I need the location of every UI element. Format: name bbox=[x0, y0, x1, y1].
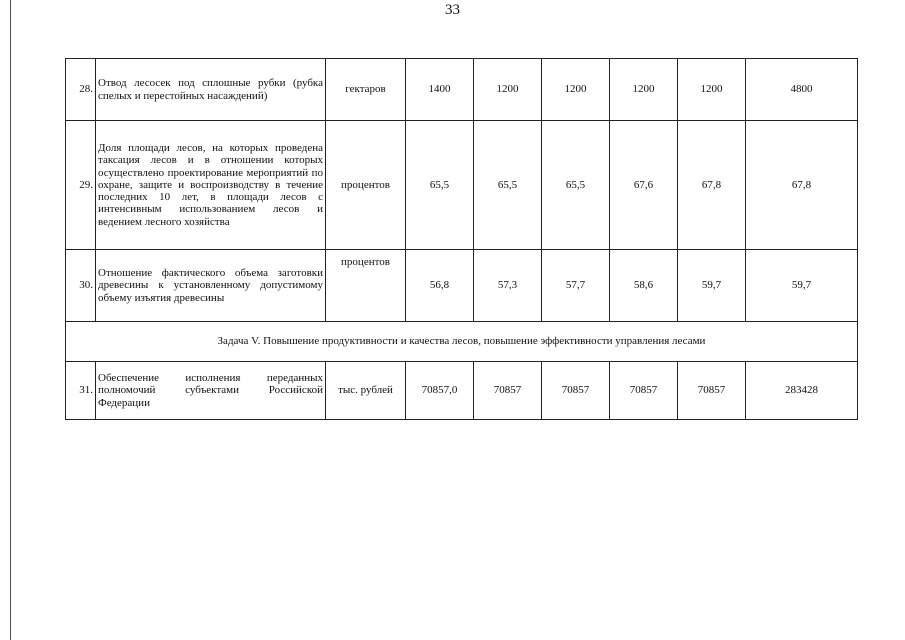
value-cell: 57,3 bbox=[474, 250, 542, 322]
indicator-name: Отвод лесосек под сплошные рубки (рубка спелых и перестойных насаждений) bbox=[96, 59, 326, 121]
value-cell: 58,6 bbox=[610, 250, 678, 322]
total-cell: 67,8 bbox=[746, 121, 858, 250]
table-row bbox=[66, 59, 858, 121]
value-cell: 65,5 bbox=[406, 121, 474, 250]
value-cell: 1200 bbox=[610, 59, 678, 121]
table-row bbox=[66, 121, 858, 250]
margin-rule bbox=[10, 0, 11, 640]
total-cell: 283428 bbox=[746, 362, 858, 420]
page-number: 33 bbox=[445, 2, 460, 18]
value-cell: 1200 bbox=[474, 59, 542, 121]
indicators-table bbox=[65, 58, 858, 420]
value-cell: 1200 bbox=[542, 59, 610, 121]
value-cell: 67,8 bbox=[678, 121, 746, 250]
value-cell: 56,8 bbox=[406, 250, 474, 322]
indicator-name: Доля площади лесов, на которых проведена таксация лесов и в отношении которых осуществлено проектирование мероприятий по охране, защите и воспроизводству в течение последних 10 лет, в площади лесов с интенсивным использованием лесов и ведением лесного хозяйства bbox=[96, 121, 326, 250]
table-row bbox=[66, 362, 858, 420]
indicator-name: Отношение фактического объема заготовки древесины к установленному допустимому объему изъятия древесины bbox=[96, 250, 326, 322]
section-title: Задача V. Повышение продуктивности и качества лесов, повышение эффективности управления лесами bbox=[66, 322, 858, 362]
value-cell: 70857 bbox=[542, 362, 610, 420]
value-cell: 70857 bbox=[678, 362, 746, 420]
unit-cell: процентов bbox=[326, 121, 406, 250]
total-cell: 59,7 bbox=[746, 250, 858, 322]
value-cell: 59,7 bbox=[678, 250, 746, 322]
value-cell: 1400 bbox=[406, 59, 474, 121]
row-number: 28. bbox=[66, 59, 96, 121]
unit-cell: процентов bbox=[326, 250, 406, 322]
total-cell: 4800 bbox=[746, 59, 858, 121]
value-cell: 1200 bbox=[678, 59, 746, 121]
row-number: 30. bbox=[66, 250, 96, 322]
value-cell: 65,5 bbox=[474, 121, 542, 250]
table-row bbox=[66, 250, 858, 322]
unit-cell: тыс. рублей bbox=[326, 362, 406, 420]
section-row bbox=[66, 322, 858, 362]
row-number: 29. bbox=[66, 121, 96, 250]
unit-cell: гектаров bbox=[326, 59, 406, 121]
value-cell: 70857,0 bbox=[406, 362, 474, 420]
value-cell: 70857 bbox=[474, 362, 542, 420]
value-cell: 65,5 bbox=[542, 121, 610, 250]
indicator-name: Обеспечение исполнения переданных полномочий субъектами Российской Федерации bbox=[96, 362, 326, 420]
row-number: 31. bbox=[66, 362, 96, 420]
value-cell: 70857 bbox=[610, 362, 678, 420]
value-cell: 67,6 bbox=[610, 121, 678, 250]
value-cell: 57,7 bbox=[542, 250, 610, 322]
